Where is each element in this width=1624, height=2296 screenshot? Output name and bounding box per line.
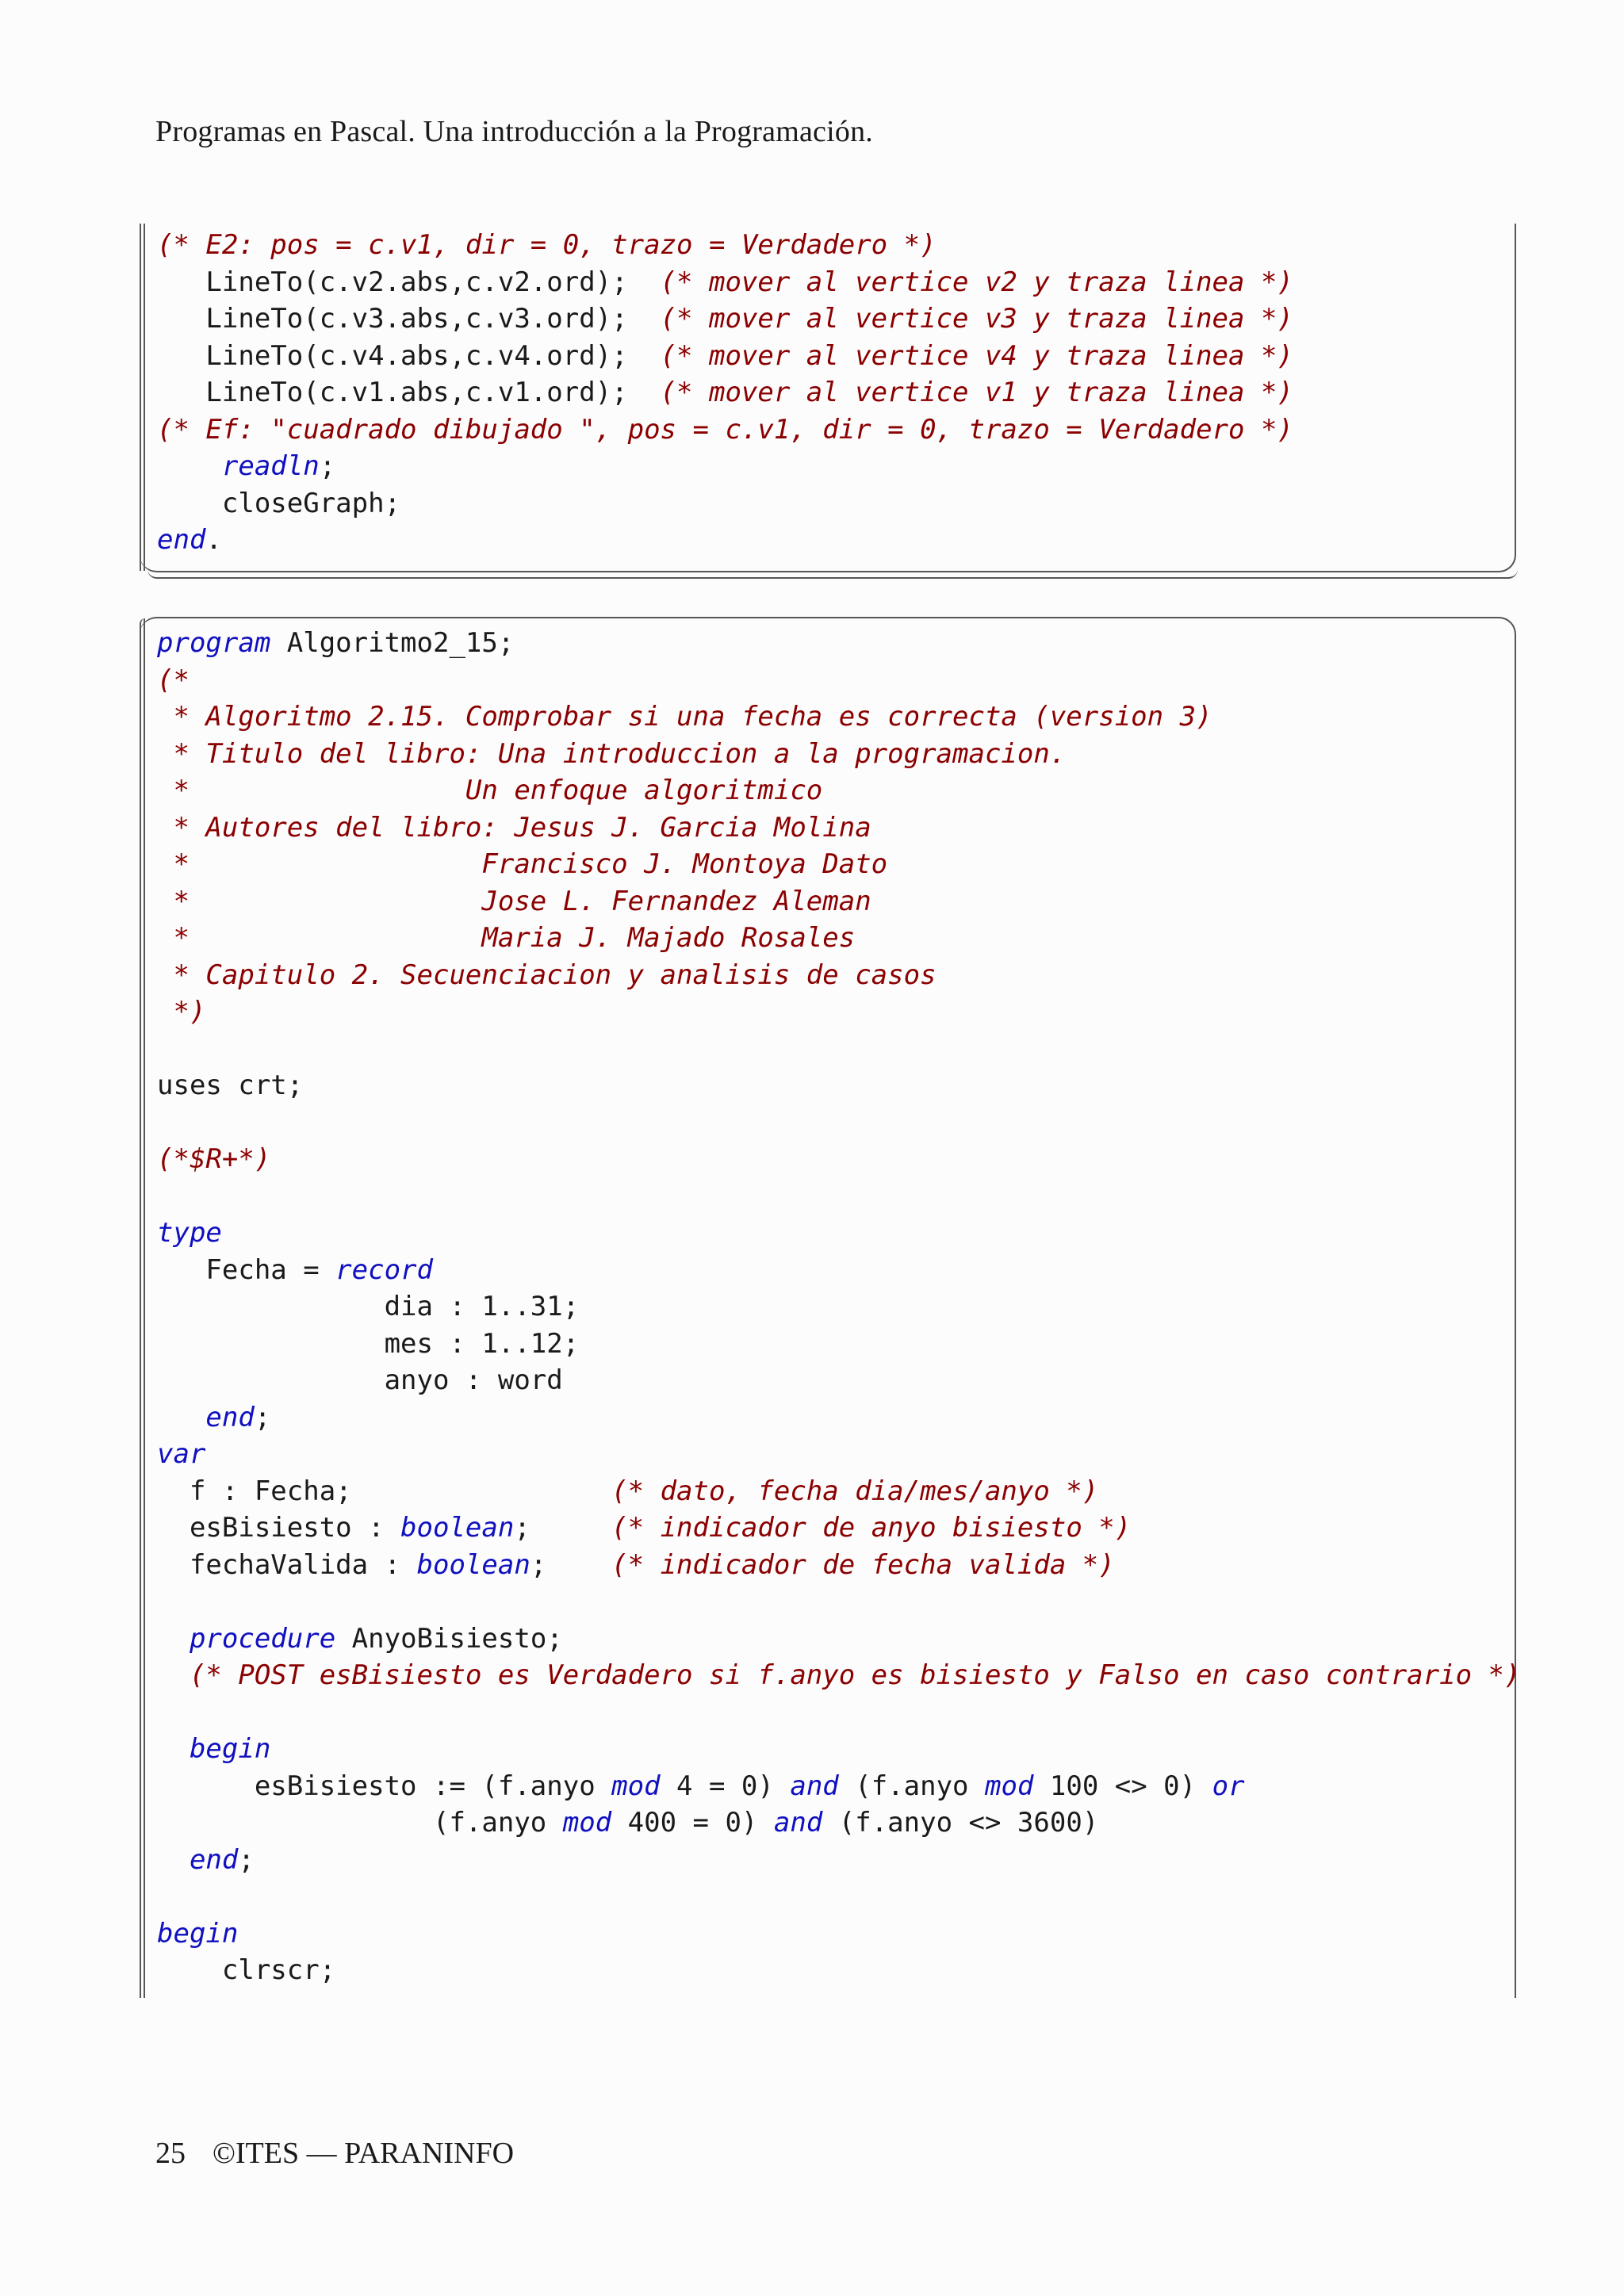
code-comment: * Titulo del libro: Una introduccion a la programacion.	[157, 737, 1067, 770]
code-line	[157, 1804, 1520, 1842]
code-text	[157, 1659, 190, 1691]
code-keyword: mod	[562, 1807, 612, 1839]
code-line	[157, 1141, 1520, 1178]
code-comment: (*$R+*)	[157, 1143, 271, 1175]
code-text: anyo : word	[157, 1364, 563, 1396]
code-text: (f.anyo	[838, 1770, 985, 1802]
code-line	[157, 485, 1293, 522]
code-text: Algoritmo2_15;	[270, 627, 515, 659]
code-text: esBisiesto := (f.anyo	[157, 1770, 612, 1802]
code-comment: (* mover al vertice v2 y traza linea *)	[660, 266, 1293, 298]
code-text: LineTo(c.v1.abs,c.v1.ord);	[157, 377, 661, 408]
code-keyword: record	[335, 1253, 433, 1286]
code-keyword: var	[157, 1438, 206, 1470]
code-line	[157, 1768, 1520, 1805]
code-text: (f.anyo	[157, 1807, 563, 1839]
code-line	[157, 1104, 1520, 1142]
code-line	[157, 846, 1520, 883]
code-line	[157, 1473, 1520, 1510]
code-keyword: begin	[157, 1917, 239, 1950]
code-comment: (* mover al vertice v3 y traza linea *)	[660, 303, 1293, 335]
code-line	[157, 338, 1293, 375]
code-keyword: mod	[985, 1770, 1034, 1802]
code-line	[157, 920, 1520, 957]
code-line	[157, 1842, 1520, 1879]
code-text	[157, 1623, 190, 1655]
code-text: Fecha =	[157, 1253, 336, 1286]
code-line	[157, 411, 1293, 449]
copyright: ©ITES — PARANINFO	[213, 2137, 515, 2170]
code-keyword: boolean	[416, 1548, 530, 1581]
code-keyword: mod	[611, 1770, 661, 1802]
code-line	[157, 957, 1520, 994]
code-line	[157, 1436, 1520, 1473]
code-line	[157, 374, 1293, 411]
code-line	[157, 1362, 1520, 1399]
code-line	[157, 1694, 1520, 1732]
code-text: AnyoBisiesto;	[335, 1622, 563, 1655]
code-text: mes : 1..12;	[157, 1327, 580, 1360]
code-comment: (* mover al vertice v1 y traza linea *)	[660, 377, 1293, 408]
code-text: 4 = 0)	[660, 1770, 791, 1802]
code-text	[157, 450, 222, 482]
code-line	[157, 1215, 1520, 1252]
code-keyword: boolean	[400, 1512, 515, 1544]
code-line	[157, 809, 1520, 847]
code-comment: (* POST esBisiesto es Verdadero si f.anyo es bisiesto y Falso en caso contrario *)	[189, 1659, 1521, 1691]
code-comment: (* E2: pos = c.v1, dir = 0, trazo = Verdadero *)	[157, 229, 936, 261]
page-number: 25	[155, 2137, 186, 2170]
code-comment: * Francisco J. Montoya Dato	[157, 848, 888, 880]
code-comment: * Capitulo 2. Secuenciacion y analisis de casos	[157, 959, 936, 991]
code-text: (f.anyo <> 3600)	[822, 1807, 1099, 1839]
code-line	[157, 1399, 1520, 1437]
code-comment: * Algoritmo 2.15. Comprobar si una fecha es correcta (version 3)	[157, 701, 1212, 733]
code-text	[157, 1733, 190, 1765]
code-text	[157, 1402, 205, 1433]
code-keyword: and	[773, 1807, 823, 1839]
code-line	[157, 264, 1293, 301]
code-text: 100 <> 0)	[1033, 1770, 1212, 1802]
code-line	[157, 1067, 1520, 1104]
code-line	[157, 1510, 1520, 1547]
code-line	[157, 1621, 1520, 1658]
code-line	[157, 772, 1520, 809]
code-comment: (* dato, fecha dia/mes/anyo *)	[611, 1475, 1099, 1507]
code-line	[157, 698, 1520, 736]
page-footer	[155, 2136, 514, 2171]
code-line	[157, 1915, 1520, 1953]
code-line	[157, 522, 1293, 559]
code-comment: (* mover al vertice v4 y traza linea *)	[660, 339, 1293, 372]
code-keyword: procedure	[189, 1622, 336, 1655]
code-text: ;	[238, 1843, 255, 1876]
code-comment: * Un enfoque algoritmico	[157, 775, 823, 806]
code-line	[157, 1878, 1520, 1915]
code-comment: (* indicador de fecha valida *)	[611, 1548, 1115, 1581]
code-text: LineTo(c.v4.abs,c.v4.ord);	[157, 339, 661, 372]
code-keyword: readln	[221, 450, 320, 482]
code-block-1	[157, 227, 1293, 559]
code-text: uses crt;	[157, 1070, 304, 1101]
code-line	[157, 883, 1520, 920]
code-text: 400 = 0)	[611, 1807, 774, 1839]
code-text: fechaValida :	[157, 1548, 417, 1581]
code-line	[157, 1583, 1520, 1621]
code-comment: (*	[157, 664, 190, 696]
code-comment: (* Ef: "cuadrado dibujado ", pos = c.v1, dir = 0, trazo = Verdadero *)	[157, 413, 1293, 446]
code-text: ;	[514, 1512, 612, 1544]
code-keyword: program	[157, 627, 271, 659]
code-line	[157, 1731, 1520, 1768]
code-line	[157, 1547, 1520, 1584]
code-line	[157, 300, 1293, 338]
code-keyword: end	[157, 524, 206, 556]
code-keyword: end	[189, 1843, 239, 1876]
code-line	[157, 1952, 1520, 1989]
code-keyword: begin	[189, 1733, 271, 1765]
code-comment: *)	[157, 996, 206, 1027]
code-text: ;	[254, 1401, 271, 1433]
code-line	[157, 1031, 1520, 1068]
code-line	[157, 1178, 1520, 1215]
code-text: ;	[530, 1548, 612, 1581]
code-text	[157, 1844, 190, 1876]
code-comment: * Maria J. Majado Rosales	[157, 922, 856, 954]
code-text: closeGraph;	[157, 487, 401, 519]
code-keyword: type	[157, 1217, 222, 1249]
code-comment: (* indicador de anyo bisiesto *)	[611, 1512, 1132, 1544]
code-line	[157, 625, 1520, 662]
code-keyword: and	[790, 1770, 839, 1802]
code-text: esBisiesto :	[157, 1512, 401, 1544]
code-line	[157, 1252, 1520, 1289]
code-line	[157, 1326, 1520, 1363]
code-line	[157, 662, 1520, 699]
code-text: clrscr;	[157, 1954, 336, 1986]
code-line	[157, 448, 1293, 485]
code-line	[157, 1288, 1520, 1326]
code-text: dia : 1..31;	[157, 1291, 580, 1322]
code-listing-continued	[140, 224, 1516, 572]
code-text: ;	[319, 450, 336, 482]
code-text: f : Fecha;	[157, 1475, 612, 1507]
code-block-2	[157, 625, 1520, 1989]
code-comment: * Jose L. Fernandez Aleman	[157, 885, 871, 917]
code-listing-algoritmo2-15	[140, 617, 1521, 1998]
code-line	[157, 227, 1293, 264]
code-comment: * Autores del libro: Jesus J. Garcia Molina	[157, 811, 871, 844]
code-text: .	[205, 524, 222, 556]
code-keyword: end	[205, 1401, 255, 1433]
running-head: Programas en Pascal. Una introducción a la Programación.	[155, 115, 873, 148]
code-text: LineTo(c.v2.abs,c.v2.ord);	[157, 266, 661, 298]
code-line	[157, 993, 1520, 1031]
code-line	[157, 736, 1520, 773]
code-keyword: or	[1212, 1770, 1245, 1802]
code-text: LineTo(c.v3.abs,c.v3.ord);	[157, 303, 661, 335]
code-line	[157, 1657, 1520, 1694]
